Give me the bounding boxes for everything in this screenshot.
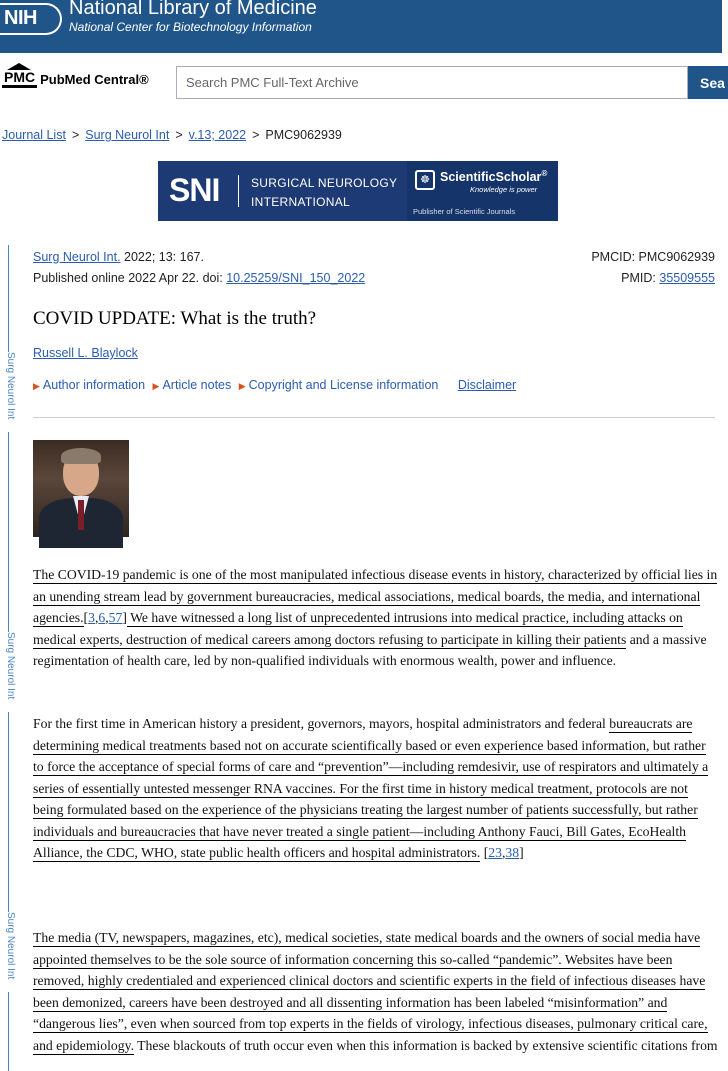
citation-link[interactable]: 57 (108, 610, 123, 625)
publisher-logo-icon: ☸ (415, 170, 435, 190)
paragraph-2: For the first time in American history a president, governors, mayors, hospital administrators and federal bureaucrats are determining medical treatments based not on accurate scientifically based or even experience based information, but rather to force the acceptance of special forms of care and “prevention”—including remdesivir, use of respirators and ultimately a series of essentially untested messenger RNA vaccines. For the first time in history medical treatment, protocols are not being formulated based on the experience of the physicians treating the largest number of patients successfully, but rather individuals and bureaucracies that have never treated a single patient—including Anthony Fauci, Bill Gates, EcoHealth Alliance, the CDC, WHO, state public health officers and hospital administrators. [23,38] (33, 716, 709, 860)
pmc-logo[interactable] (2, 66, 149, 92)
banner-divider (238, 175, 239, 207)
breadcrumb-journal-list[interactable]: Journal List (2, 128, 66, 142)
identifier-block (591, 247, 715, 289)
citation-link[interactable]: 6 (98, 610, 106, 625)
pmid-link[interactable]: 35509555 (659, 271, 715, 285)
disclaimer-link[interactable]: Disclaimer (457, 378, 517, 392)
article-notes-toggle[interactable]: Article notes (162, 378, 232, 392)
banner-line1: SURGICAL NEUROLOGY (251, 176, 398, 190)
rail-label: Surg Neurol Int (1, 632, 17, 712)
author-link[interactable]: Russell L. Blaylock (33, 346, 138, 360)
banner-line2: INTERNATIONAL (251, 195, 351, 209)
pmcid: PMCID: PMC9062939 (591, 250, 715, 264)
paragraph-1: The COVID-19 pandemic is one of the most manipulated infectious disease events in history, characterized by official lies in an unending stream lead by government bureaucracies, medical associations, medical boards, the media, and international agencies.[3,6,57] We have witnessed a long list of unprecedented intrusions into medical practice, including attacks on medical experts, destruction of medical careers among doctors refusing to participate in killing their patients and a massive regimentation of health care, led by non-qualified individuals with enormous wealth, power and influence. (33, 567, 718, 668)
citation-link[interactable]: 23 (488, 845, 502, 860)
citation-text: 2022; 13: 167. (120, 250, 204, 264)
divider (33, 417, 715, 418)
expand-triangle-icon: ▶ (238, 381, 246, 391)
breadcrumb-volume[interactable]: v.13; 2022 (188, 128, 247, 142)
highlighted-text: We have witnessed a long list of unprecedented intrusions into medical practice, including attacks on medical experts, destruction of medical careers among doctors refusing to participate in killing their patients (33, 610, 683, 647)
publisher-name: ScientificScholar® (440, 169, 548, 185)
journal-banner[interactable] (158, 161, 558, 221)
breadcrumb (2, 128, 342, 142)
citation-block (33, 247, 365, 289)
article-info-row (33, 378, 516, 392)
publisher-tagline: Knowledge is power (470, 185, 538, 194)
paragraph-text: These blackouts of truth occur even when this information is backed by extensive scientific citations from (134, 1037, 718, 1053)
ncbi-subtitle: National Center for Biotechnology Information (69, 20, 312, 34)
doi-link[interactable]: 10.25259/SNI_150_2022 (226, 271, 366, 285)
highlighted-text: Websites have been removed, highly credentialed and experienced clinical doctors and scientific experts in the field of infectious diseases have been demonized, careers have been destroyed and all dissenting information has been labeled “misinformation” and “dangerous lies”, even when sourced from top experts in the fields of virology, infectious diseases, pulmonary critical care, and epidemiology. (33, 951, 708, 1053)
nih-logo[interactable]: NIH (0, 3, 62, 35)
highlighted-text: bureaucrats are determining medical treatments based not on accurate scientifically based or even experience based information, but rather to force the acceptance of special forms of care and “prevention”—including remdesivir, use of respirators and ultimately a series of essentially untested messenger RNA vaccines. (33, 716, 709, 796)
paragraph-text: and a massive regimentation of health care, led by non-qualified individuals with enormous wealth, power and influence. (33, 631, 707, 668)
search-input[interactable] (176, 66, 688, 99)
breadcrumb-separator: > (71, 128, 80, 142)
publisher-panel (407, 161, 558, 221)
rail-label: Surg Neurol Int (1, 912, 17, 992)
breadcrumb-current: PMC9062939 (265, 128, 342, 142)
copyright-toggle[interactable]: Copyright and License information (248, 378, 439, 392)
highlighted-text: The COVID-19 pandemic is one of the most manipulated infectious disease events in history, characterized by official lies in an unending stream lead by government bureaucracies, medical associations, medical boards, the media, and international agencies. (33, 567, 718, 625)
photo-tie (78, 500, 84, 530)
pmid-label: PMID: (621, 271, 660, 285)
paragraph-3 (33, 927, 718, 1056)
article-title: COVID UPDATE: What is the truth? (33, 308, 317, 329)
pmc-logo-name: PubMed Central® (40, 71, 149, 87)
breadcrumb-separator: > (252, 128, 260, 142)
search-button[interactable]: Sea (688, 66, 728, 99)
author-information-toggle[interactable]: Author information (42, 378, 146, 392)
photo-hair (61, 448, 101, 464)
paragraph-text: For the first time in American history a president, governors, mayors, hospital administrators and federal (33, 716, 610, 731)
pmc-logo-mark: PMC (2, 70, 37, 88)
expand-triangle-icon: ▶ (152, 381, 160, 391)
citation-link[interactable]: 38 (505, 845, 520, 860)
publisher-subtitle: Publisher of Scientific Journals (413, 207, 516, 216)
citation-link[interactable]: 3 (88, 610, 95, 625)
highlighted-text: For the first time in history medical treatment, protocols are not being formulated based on the experience of the physicians treating the largest number of patients successfully, but rather individuals and bureaucracies that have never treated a single patient—including Anthony Fauci, Bill Gates, EcoHealth Alliance, the CDC, WHO, state public health officers and hospital administrators. (33, 780, 698, 860)
banner-journal-name (251, 174, 397, 212)
nlm-title[interactable]: National Library of Medicine (69, 0, 317, 19)
published-text: Published online 2022 Apr 22. doi: (33, 271, 227, 285)
breadcrumb-journal[interactable]: Surg Neurol Int (85, 128, 170, 142)
breadcrumb-separator: > (175, 128, 183, 142)
nih-header (0, 0, 722, 53)
author-list (33, 346, 138, 360)
banner-sni: SNI (169, 172, 220, 208)
highlighted-text: The media (TV, newspapers, magazines, etc), medical societies, state medical boards and the owners of social media have appointed themselves to be the sole source of information concerning this so-called “pandemic”. (33, 930, 701, 967)
expand-triangle-icon: ▶ (33, 381, 40, 391)
rail-label: Surg Neurol Int (1, 352, 17, 432)
journal-link[interactable]: Surg Neurol Int. (33, 250, 121, 264)
author-photo (33, 440, 129, 537)
